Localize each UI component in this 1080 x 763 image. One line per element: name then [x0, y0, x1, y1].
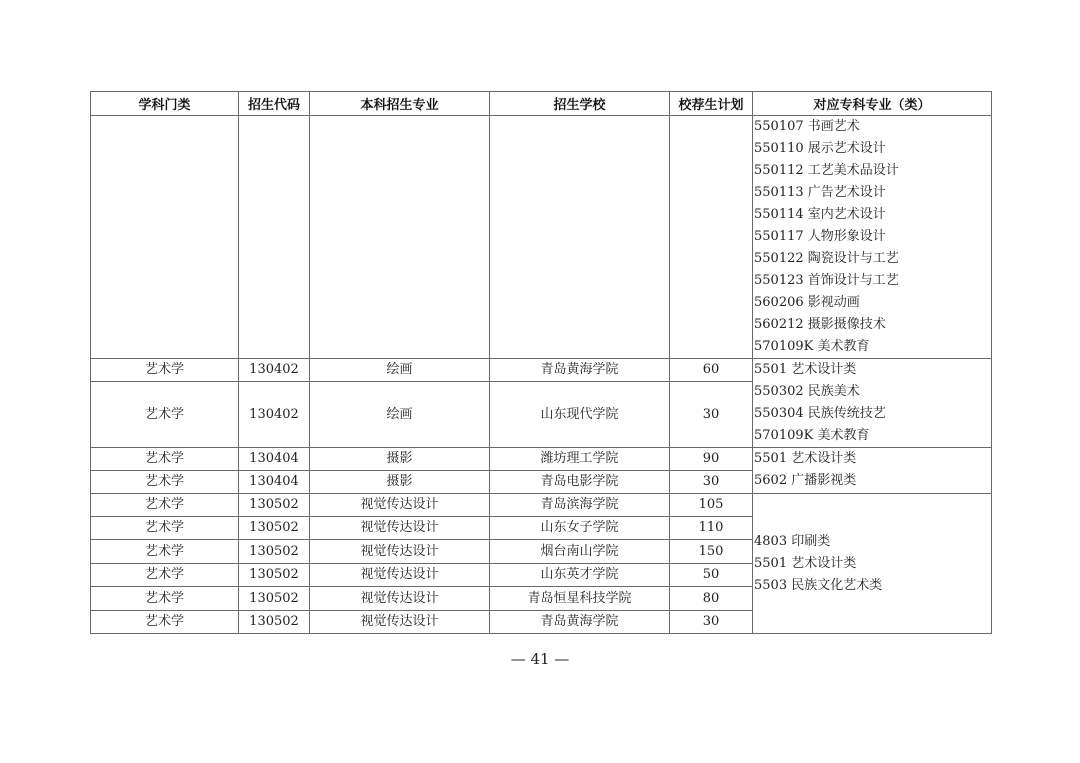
code-cell: 130502 [239, 517, 310, 540]
major-cell: 视觉传达设计 [310, 494, 490, 517]
college-major-item: 550122 陶瓷设计与工艺 [754, 251, 899, 266]
table-row [91, 359, 992, 382]
plan-cell: 105 [670, 494, 753, 517]
major-cell: 视觉传达设计 [310, 564, 490, 587]
college-major-item: 550114 室内艺术设计 [754, 207, 886, 222]
college-major-item: 550112 工艺美术品设计 [754, 163, 899, 178]
category-cell: 艺术学 [91, 564, 239, 587]
table-row [91, 494, 992, 517]
code-cell: 130502 [239, 494, 310, 517]
college-major-item: 570109K 美术教育 [754, 428, 870, 443]
major-cell: 摄影 [310, 448, 490, 471]
plan-cell: 110 [670, 517, 753, 540]
college-major-item: 550123 首饰设计与工艺 [754, 273, 899, 288]
header-college-majors: 对应专科专业（类） [753, 92, 992, 116]
major-cell: 视觉传达设计 [310, 611, 490, 634]
code-cell: 130502 [239, 587, 310, 611]
code-cell: 130402 [239, 359, 310, 382]
major-cell: 绘画 [310, 382, 490, 448]
empty-cell [91, 116, 239, 359]
category-cell: 艺术学 [91, 471, 239, 494]
major-cell: 视觉传达设计 [310, 540, 490, 564]
college-majors-cell [753, 448, 992, 494]
college-major-item: 4803 印刷类 [754, 533, 831, 549]
college-major-item: 550113 广告艺术设计 [754, 185, 886, 200]
table-header-row [91, 92, 992, 116]
college-major-item: 5501 艺术设计类 [754, 362, 857, 377]
empty-cell [239, 116, 310, 359]
plan-cell: 80 [670, 587, 753, 611]
category-cell: 艺术学 [91, 517, 239, 540]
college-major-item: 5503 民族文化艺术类 [754, 577, 883, 593]
table-row [91, 448, 992, 471]
college-major-item: 550302 民族美术 [754, 384, 860, 399]
school-cell: 山东英才学院 [490, 564, 670, 587]
header-code: 招生代码 [239, 92, 310, 116]
college-major-item: 560212 摄影摄像技术 [754, 317, 886, 332]
college-major-item: 5501 艺术设计类 [754, 451, 857, 466]
page-number: — 41 — [510, 650, 570, 668]
code-cell: 130502 [239, 611, 310, 634]
plan-cell: 30 [670, 382, 753, 448]
header-plan: 校荐生计划 [670, 92, 753, 116]
college-major-item: 5501 艺术设计类 [754, 555, 857, 571]
major-cell: 视觉传达设计 [310, 587, 490, 611]
category-cell: 艺术学 [91, 611, 239, 634]
header-category: 学科门类 [91, 92, 239, 116]
table-row [91, 116, 992, 359]
college-major-item: 550107 书画艺术 [754, 119, 860, 134]
code-cell: 130404 [239, 448, 310, 471]
college-majors-cell [753, 359, 992, 448]
empty-cell [670, 116, 753, 359]
college-major-item: 570109K 美术教育 [754, 339, 870, 354]
enrollment-table [90, 91, 992, 634]
school-cell: 青岛黄海学院 [490, 611, 670, 634]
plan-cell: 90 [670, 448, 753, 471]
college-major-item: 550117 人物形象设计 [754, 229, 886, 244]
major-cell: 视觉传达设计 [310, 517, 490, 540]
empty-cell [490, 116, 670, 359]
plan-cell: 50 [670, 564, 753, 587]
school-cell: 潍坊理工学院 [490, 448, 670, 471]
plan-cell: 150 [670, 540, 753, 564]
category-cell: 艺术学 [91, 382, 239, 448]
plan-cell: 60 [670, 359, 753, 382]
college-major-item: 560206 影视动画 [754, 295, 860, 310]
category-cell: 艺术学 [91, 587, 239, 611]
code-cell: 130502 [239, 540, 310, 564]
school-cell: 青岛黄海学院 [490, 359, 670, 382]
plan-cell: 30 [670, 471, 753, 494]
header-school: 招生学校 [490, 92, 670, 116]
school-cell: 山东现代学院 [490, 382, 670, 448]
college-majors-cell [753, 494, 992, 634]
category-cell: 艺术学 [91, 540, 239, 564]
college-major-item: 550110 展示艺术设计 [754, 141, 886, 156]
category-cell: 艺术学 [91, 448, 239, 471]
plan-cell: 30 [670, 611, 753, 634]
college-majors-cell [753, 116, 992, 359]
empty-cell [310, 116, 490, 359]
category-cell: 艺术学 [91, 359, 239, 382]
category-cell: 艺术学 [91, 494, 239, 517]
major-cell: 摄影 [310, 471, 490, 494]
school-cell: 青岛电影学院 [490, 471, 670, 494]
school-cell: 青岛滨海学院 [490, 494, 670, 517]
code-cell: 130402 [239, 382, 310, 448]
school-cell: 山东女子学院 [490, 517, 670, 540]
code-cell: 130502 [239, 564, 310, 587]
school-cell: 烟台南山学院 [490, 540, 670, 564]
school-cell: 青岛恒星科技学院 [490, 587, 670, 611]
header-major: 本科招生专业 [310, 92, 490, 116]
code-cell: 130404 [239, 471, 310, 494]
major-cell: 绘画 [310, 359, 490, 382]
college-major-item: 5602 广播影视类 [754, 473, 857, 488]
college-major-item: 550304 民族传统技艺 [754, 406, 886, 421]
